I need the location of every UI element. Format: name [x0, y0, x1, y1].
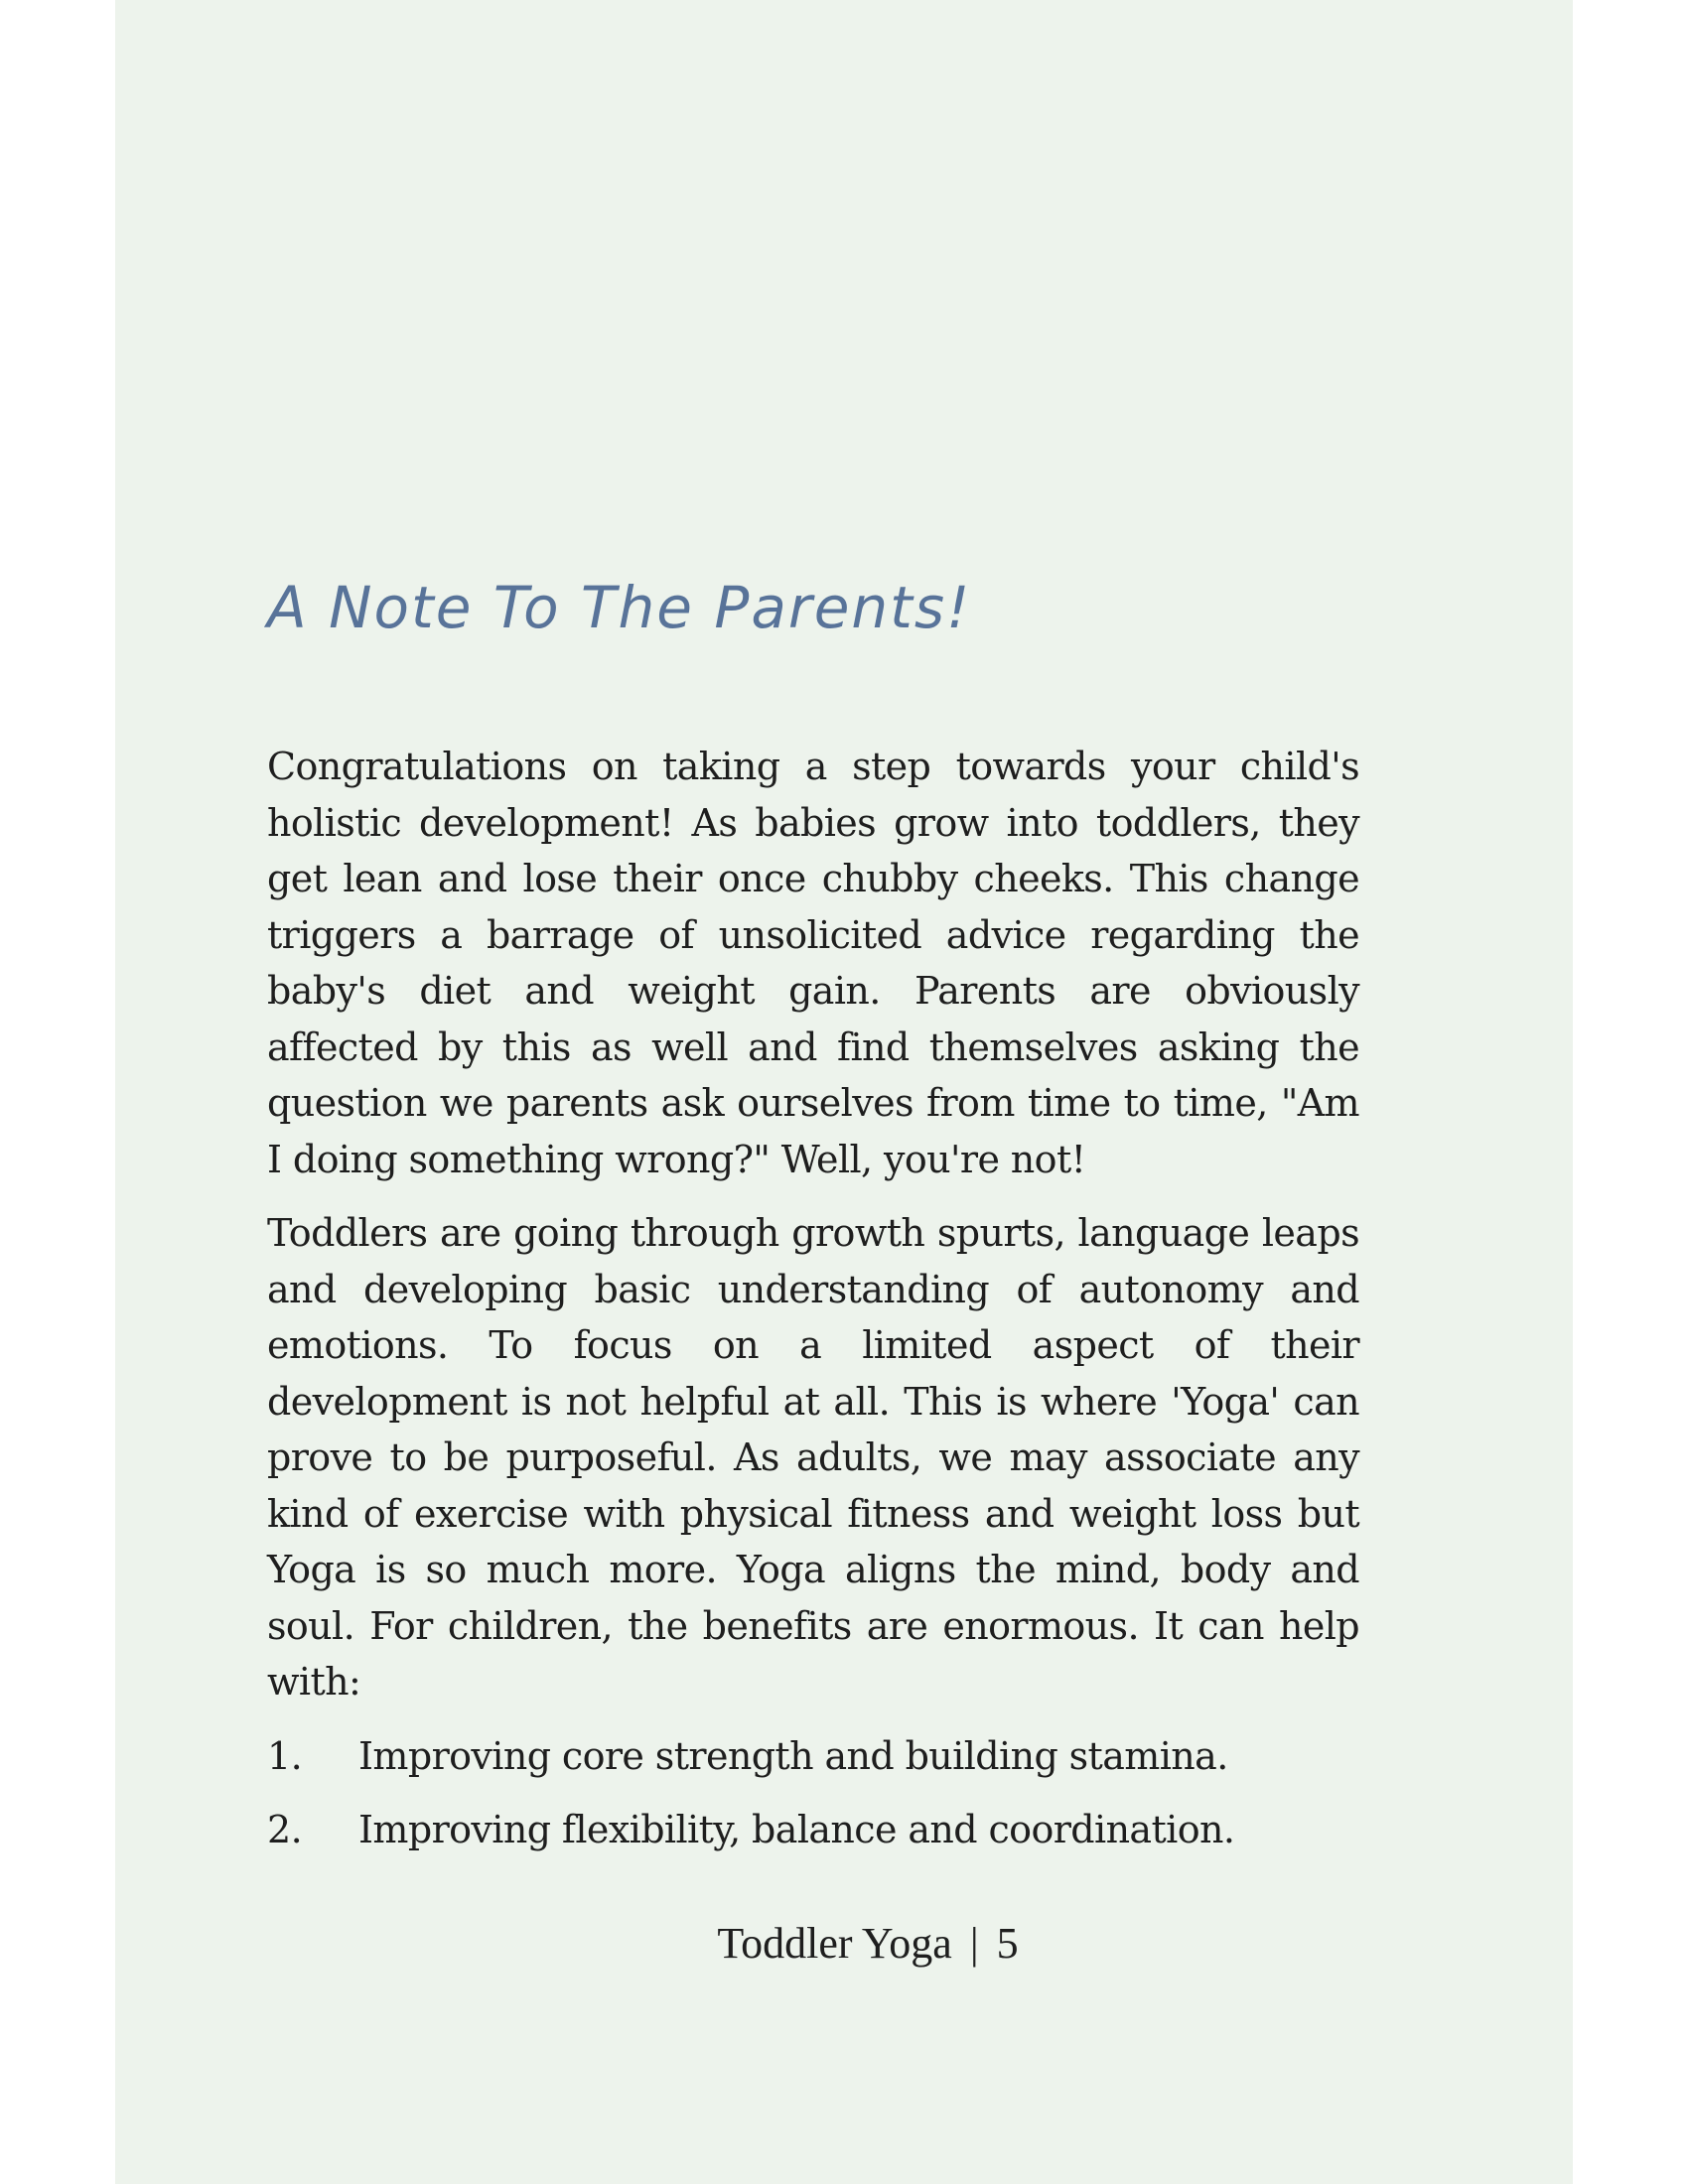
book-page — [115, 0, 1573, 2184]
list-item-number: 1. — [267, 1733, 303, 1778]
page-footer — [267, 1918, 1359, 1969]
footer-separator: | — [969, 1919, 979, 1968]
benefits-list — [267, 1728, 1359, 1858]
paragraph-2: Toddlers are going through growth spurts, language leaps and developing basic understanding of autonomy and emotions. To focus on a limited aspect of their development is not helpful at all. This is where 'Yoga' can prove to be purposeful. As adults, we may associate any kind of exercise with physical fitness and weight loss but Yoga is so much more. Yoga aligns the mind, body and soul. For children, the benefits are enormous. It can help with: — [267, 1211, 1359, 1704]
list-item — [267, 1728, 1359, 1785]
list-item — [267, 1802, 1359, 1858]
list-item-text: Improving core strength and building stamina. — [358, 1733, 1228, 1778]
list-item-text: Improving flexibility, balance and coordination. — [358, 1808, 1235, 1851]
body-text — [267, 739, 1359, 1876]
paragraph-1: Congratulations on taking a step towards your child's holistic development! As babies grow into toddlers, they get lean and lose their once chubby cheeks. This change triggers a barrage of unsolicited advice regarding the baby's diet and weight gain. Parents are obviously affected by this as well and find themselves asking the question we parents ask ourselves from time to time, "Am I doing something wrong?" Well, you're not! — [267, 745, 1359, 1181]
footer-book-title: Toddler Yoga — [717, 1919, 952, 1968]
page-title: A Note To The Parents! — [267, 574, 972, 641]
list-item-number: 2. — [267, 1808, 303, 1851]
page-number: 5 — [996, 1919, 1019, 1968]
